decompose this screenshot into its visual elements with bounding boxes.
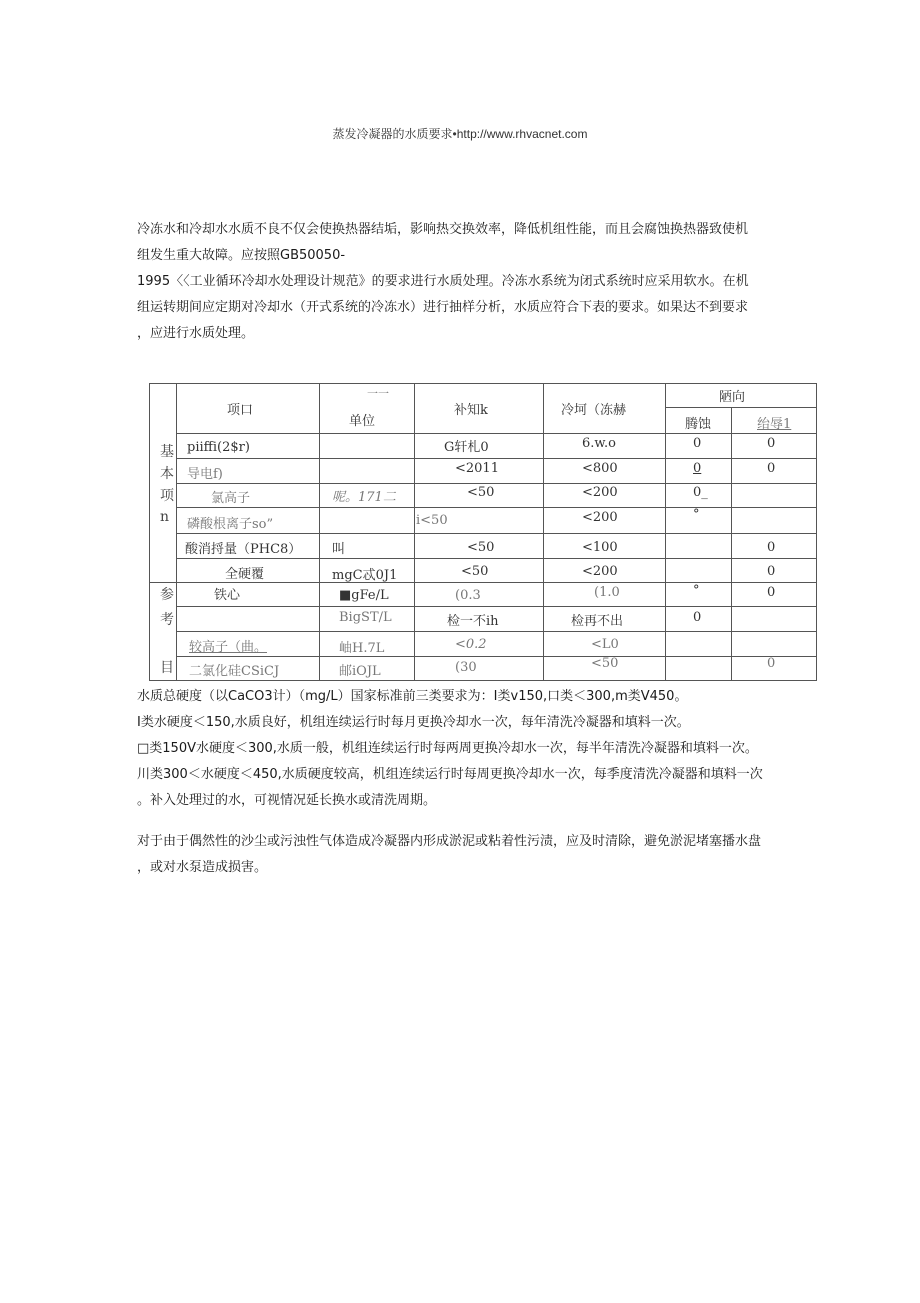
row-supply: (0.3 bbox=[455, 588, 481, 603]
row-cool: <100 bbox=[582, 540, 618, 555]
row-supply: 检一不ih bbox=[447, 614, 499, 629]
intro-line: ，应进行水质处理。 bbox=[137, 326, 255, 341]
note-line: 水质总硬度（以CaCO3计）（mg/L）国家标准前三类要求为：I类v150,口类＜300,m类V450。 bbox=[137, 689, 688, 704]
row-cool: 检再不出 bbox=[571, 614, 624, 629]
row-unit: BigST/L bbox=[339, 610, 392, 625]
row-cool: 6.w.o bbox=[582, 436, 616, 451]
row-item: 二氯化硅CSiCJ bbox=[189, 664, 280, 679]
row-corrosion: 0 bbox=[693, 461, 702, 476]
row-supply: <50 bbox=[467, 485, 495, 500]
header-corrosion: 腾蚀 bbox=[685, 417, 712, 432]
row-cool: <L0 bbox=[591, 637, 619, 652]
row-corrosion: 0_ bbox=[693, 485, 708, 500]
row-scale: 0 bbox=[767, 461, 776, 476]
row-scale: 0 bbox=[767, 436, 776, 451]
header-item: 项口 bbox=[227, 403, 254, 418]
intro-line: 冷冻水和冷却水水质不良不仅会使换热器结垢，影响热交换效率，降低机组性能，而且会腐蚀换热器致使机 bbox=[137, 222, 749, 237]
page-header: 蒸发冷凝器的水质要求•http://www.rhvacnet.com bbox=[332, 127, 588, 141]
hardness-notes bbox=[137, 684, 837, 814]
intro-line: 组发生重大故障。应按照GB50050- bbox=[137, 248, 346, 263]
closing-paragraph bbox=[137, 829, 837, 881]
side-label: n bbox=[160, 509, 170, 525]
header-unit: 单位 bbox=[349, 414, 376, 429]
row-cool: <800 bbox=[582, 461, 618, 476]
row-supply: <2011 bbox=[455, 461, 499, 476]
row-item: 铁心 bbox=[214, 588, 241, 603]
note-line: 。补入处理过的水，可视情况延长换水或清洗周期。 bbox=[137, 793, 437, 808]
row-item: 全硬覆 bbox=[225, 567, 265, 582]
water-quality-table bbox=[149, 383, 817, 681]
row-corrosion: ° bbox=[693, 507, 700, 522]
header-tendency: 陋向 bbox=[719, 390, 746, 405]
note-line: □类150V水硬度＜300,水质一般，机组连续运行时每两周更换冷却水一次，每半年清洗冷凝器和填料一次。 bbox=[137, 741, 758, 756]
row-supply: <50 bbox=[461, 564, 489, 579]
row-unit: 呢。171二 bbox=[332, 490, 396, 505]
side-label: 参 bbox=[160, 587, 174, 603]
row-cool: <200 bbox=[582, 510, 618, 525]
intro-line: 1995〈〈工业循环冷却水处理设计规范》的要求进行水质处理。冷冻水系统为闭式系统时应采用软水。在机 bbox=[137, 274, 749, 289]
side-label: 本 bbox=[160, 466, 174, 482]
note-line: I类水硬度＜150,水质良好，机组连续运行时每月更换冷却水一次，每年清洗冷凝器和填料一次。 bbox=[137, 715, 690, 730]
row-scale: 0 bbox=[767, 656, 776, 671]
row-supply: <0.2 bbox=[455, 637, 487, 652]
side-label: 项 bbox=[160, 488, 174, 504]
row-supply: i<50 bbox=[416, 513, 448, 528]
row-corrosion: 0 bbox=[693, 610, 702, 625]
row-item: piiffi(2$r) bbox=[187, 440, 250, 455]
row-cool: (1.0 bbox=[594, 585, 620, 600]
row-cool: <50 bbox=[591, 656, 619, 671]
row-cool: <200 bbox=[582, 564, 618, 579]
header-unit-top: 一一 bbox=[367, 387, 389, 400]
note-line: 川类300＜水硬度＜450,水质硬度较高，机组连续运行时每周更换冷却水一次，每季度清洗冷凝器和填料一次 bbox=[137, 767, 763, 782]
row-item: 氯高子 bbox=[211, 491, 251, 506]
header-supply: 补知k bbox=[454, 403, 488, 418]
intro-paragraph bbox=[137, 217, 827, 347]
row-scale: 0 bbox=[767, 585, 776, 600]
row-item: 较高子（曲。 bbox=[189, 640, 268, 655]
row-unit: ■gFe/L bbox=[339, 588, 389, 603]
row-item: 磷酸根离子so” bbox=[187, 517, 274, 532]
side-label: 基 bbox=[160, 444, 174, 460]
side-label: 目 bbox=[160, 660, 174, 676]
row-supply: <50 bbox=[467, 540, 495, 555]
intro-line: 组运转期间应定期对冷却水（开式系统的冷冻水）进行抽样分析，水质应符合下表的要求。如果达不到要求 bbox=[137, 300, 749, 315]
row-unit: 叫 bbox=[332, 542, 346, 557]
row-unit: 邮iOJL bbox=[339, 664, 381, 679]
row-item: 酸消捋量（PHC8） bbox=[185, 542, 302, 557]
row-cool: <200 bbox=[582, 485, 618, 500]
row-unit: 岫H.7L bbox=[339, 641, 385, 656]
header-scale: 绐辱1 bbox=[757, 417, 792, 432]
row-unit: mgC忒0J1 bbox=[332, 568, 398, 583]
row-scale: 0 bbox=[767, 564, 776, 579]
side-label: 考 bbox=[160, 612, 174, 628]
row-item: 导电f) bbox=[187, 467, 223, 482]
row-corrosion: 0 bbox=[693, 436, 702, 451]
row-corrosion: ° bbox=[693, 583, 700, 598]
row-supply: G轩札0 bbox=[444, 440, 489, 455]
closing-line: 对于由于偶然性的沙尘或污浊性气体造成冷凝器内形成淤泥或粘着性污渍，应及时清除，避免淤泥堵塞播水盘 bbox=[137, 834, 762, 849]
row-scale: 0 bbox=[767, 540, 776, 555]
closing-line: ，或对水泵造成损害。 bbox=[137, 860, 268, 875]
header-cool: 冷坷（冻赫 bbox=[561, 403, 627, 418]
row-supply: (30 bbox=[455, 660, 477, 675]
